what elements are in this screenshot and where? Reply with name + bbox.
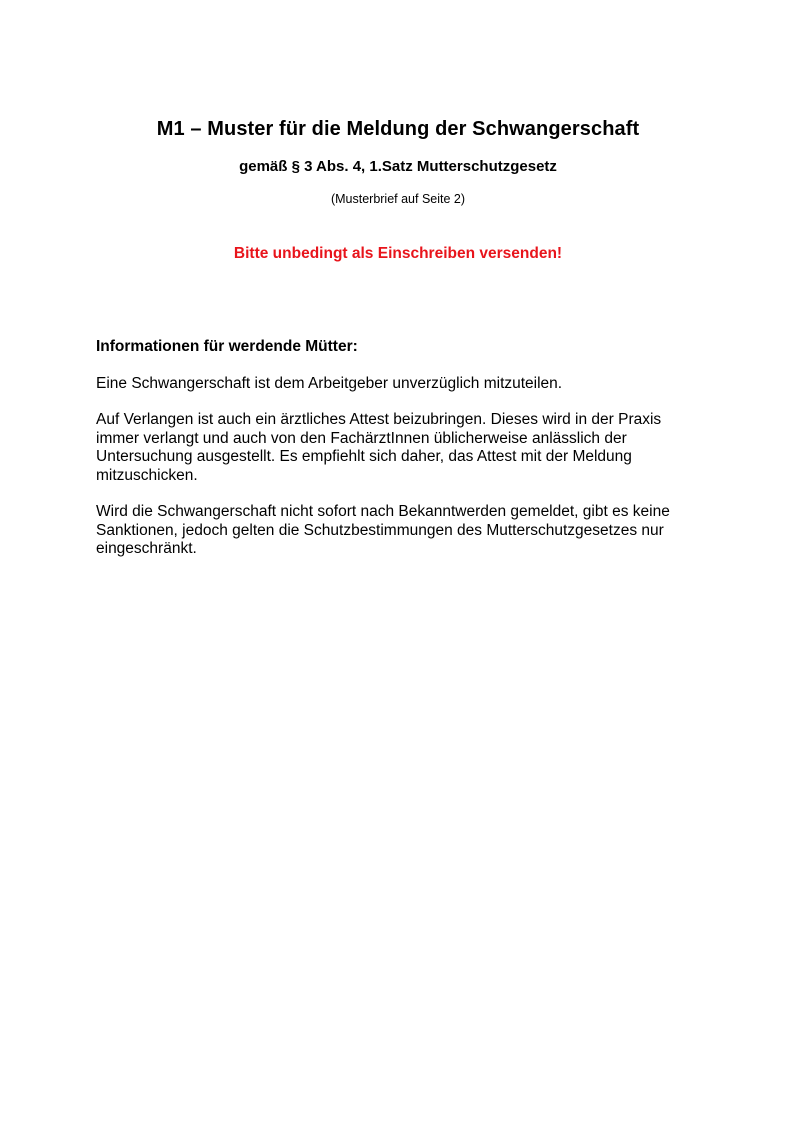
- document-subtitle: gemäß § 3 Abs. 4, 1.Satz Mutterschutzgesetz: [239, 158, 557, 175]
- document-note: (Musterbrief auf Seite 2): [330, 192, 466, 206]
- paragraph-notify-employer: Eine Schwangerschaft ist dem Arbeitgeber unverzüglich mitzuteilen.: [96, 374, 563, 392]
- document-title: M1 – Muster für die Meldung der Schwangerschaft: [156, 118, 640, 140]
- paragraph-medical-certificate: Auf Verlangen ist auch ein ärztliches Attest beizubringen. Dieses wird in der Praxis immer verlangt und auch von den FachärztInnen üblicherweise anlässlich der Untersuchung ausgestellt. Es empfiehlt sich daher, das Attest mit der Meldung mitzuschicken.: [96, 411, 662, 484]
- paragraph-late-notification: Wird die Schwangerschaft nicht sofort nach Bekanntwerden gemeldet, gibt es keine Sanktionen, jedoch gelten die Schutzbestimmungen des Mutterschutzgesetzes nur eingeschränkt.: [96, 503, 670, 557]
- registered-mail-warning: Bitte unbedingt als Einschreiben versenden!: [233, 245, 563, 262]
- information-section: [96, 338, 706, 577]
- section-heading: Informationen für werdende Mütter:: [96, 338, 358, 355]
